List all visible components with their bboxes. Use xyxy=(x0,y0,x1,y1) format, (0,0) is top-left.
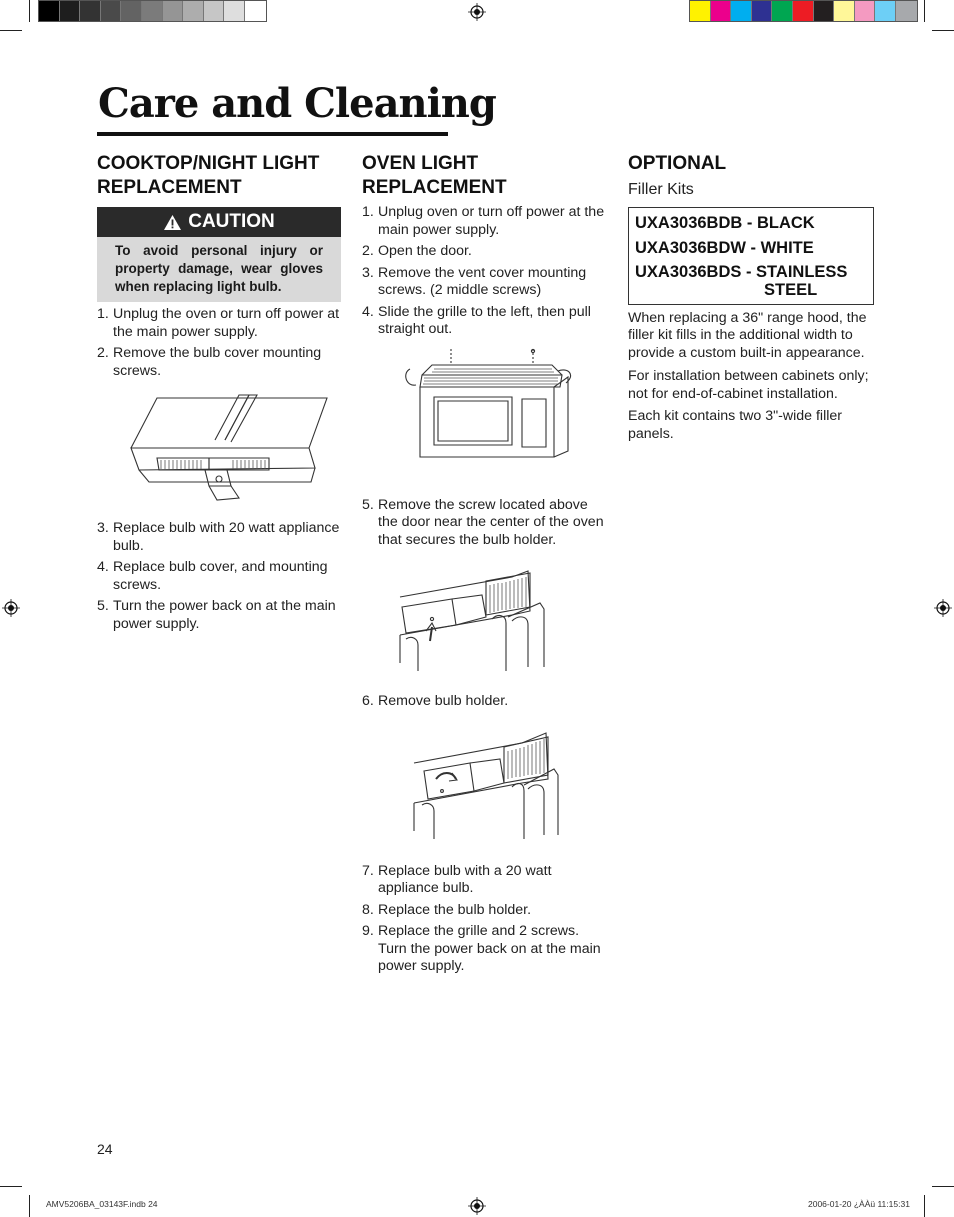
color-swatch xyxy=(711,1,732,21)
cooktop-section xyxy=(97,152,341,637)
filler-kit-description: When replacing a 36" range hood, the filler kit fills in the additional width to provide a custom built-in appearance. xyxy=(628,309,867,362)
caution-header xyxy=(97,207,341,237)
list-item: 5. Remove the screw located above the door near the center of the oven that secures the bulb holder. xyxy=(362,496,604,548)
color-swatch xyxy=(60,1,81,21)
list-item: 4. Slide the grille to the left, then pull straight out. xyxy=(362,303,591,337)
list-item: 4. Replace bulb cover, and mounting screws. xyxy=(97,559,328,593)
oven-steps-c xyxy=(362,693,608,711)
color-swatch xyxy=(121,1,142,21)
caution-box xyxy=(97,207,341,302)
list-item: 8. Replace the bulb holder. xyxy=(362,901,532,918)
oven-steps-d xyxy=(362,863,608,976)
oven-steps-b xyxy=(362,497,608,550)
filler-kit-installation-note: For installation between cabinets only; not for end-of-cabinet installation. xyxy=(628,367,869,402)
crop-mark xyxy=(924,0,925,22)
grille-removal-illustration xyxy=(362,347,608,479)
registration-mark-icon xyxy=(2,599,20,617)
filler-kit-contents: Each kit contains two 3"-wide filler panels. xyxy=(628,408,842,443)
cooktop-heading: COOKTOP/NIGHT LIGHT REPLACEMENT xyxy=(97,153,320,198)
color-swatch xyxy=(896,1,917,21)
color-swatch xyxy=(690,1,711,21)
color-swatch xyxy=(163,1,184,21)
color-swatch xyxy=(80,1,101,21)
color-calibration-bar xyxy=(689,0,918,22)
list-item: 6. Remove bulb holder. xyxy=(362,693,509,709)
oven-light-heading: OVEN LIGHT REPLACEMENT xyxy=(362,153,507,198)
cooktop-steps-b xyxy=(97,520,341,633)
gray-calibration-bar xyxy=(38,0,267,22)
list-item: 2. Remove the bulb cover mounting screws. xyxy=(97,345,322,379)
crop-mark xyxy=(29,0,30,22)
list-item: 1. Unplug the oven or turn off power at the main power supply. xyxy=(97,306,340,340)
footer-timestamp: 2006-01-20 ¿ÀÀü 11:15:31 xyxy=(808,1199,910,1209)
crop-mark xyxy=(932,30,954,31)
color-swatch xyxy=(772,1,793,21)
list-item: 1. Unplug oven or turn off power at the main power supply. xyxy=(362,204,605,238)
kit-model-stainless-continued: STEEL xyxy=(764,280,818,299)
color-swatch xyxy=(834,1,855,21)
color-swatch xyxy=(245,1,266,21)
crop-mark xyxy=(29,1195,30,1217)
color-swatch xyxy=(39,1,60,21)
footer-file-name: AMV5206BA_03143F.indb 24 xyxy=(46,1199,158,1209)
page-title: Care and Cleaning xyxy=(98,80,496,127)
color-swatch xyxy=(183,1,204,21)
crop-mark xyxy=(0,30,22,31)
registration-mark-icon xyxy=(468,3,486,21)
list-item: 3. Remove the vent cover mounting screws. (2 middle screws) xyxy=(362,264,587,298)
color-swatch xyxy=(204,1,225,21)
title-underline xyxy=(97,132,448,136)
registration-mark-icon xyxy=(468,1197,486,1215)
list-item: 3. Replace bulb with 20 watt appliance bulb. xyxy=(97,520,340,554)
crop-mark xyxy=(932,1186,954,1187)
caution-label: CAUTION xyxy=(188,211,275,232)
filler-kit-models xyxy=(628,207,874,305)
bulb-holder-screw-illustration xyxy=(362,555,608,675)
kit-model-stainless: UXA3036BDS - STAINLESS xyxy=(635,263,848,281)
crop-mark xyxy=(924,1195,925,1217)
list-item: 9. Replace the grille and 2 screws. Turn the power back on at the main power supply. xyxy=(362,923,601,974)
cooktop-light-illustration xyxy=(97,390,341,508)
color-swatch xyxy=(814,1,835,21)
bulb-holder-removal-illustration xyxy=(362,717,608,841)
list-item: 7. Replace bulb with a 20 watt appliance bulb. xyxy=(362,862,552,896)
color-swatch xyxy=(752,1,773,21)
registration-mark-icon xyxy=(934,599,952,617)
optional-section xyxy=(628,152,874,444)
color-swatch xyxy=(224,1,245,21)
oven-steps-a xyxy=(362,204,608,339)
color-swatch xyxy=(793,1,814,21)
list-item: 5. Turn the power back on at the main power supply. xyxy=(97,598,336,632)
optional-heading: OPTIONAL xyxy=(628,153,727,174)
oven-light-section xyxy=(362,152,608,980)
page-number: 24 xyxy=(97,1141,113,1157)
crop-mark xyxy=(0,1186,22,1187)
list-item: 2. Open the door. xyxy=(362,243,472,259)
caution-text: To avoid personal injury or property damage, wear gloves when replacing light bulb. xyxy=(97,237,341,302)
color-swatch xyxy=(731,1,752,21)
color-swatch xyxy=(855,1,876,21)
filler-kits-subheading: Filler Kits xyxy=(628,181,694,198)
warning-triangle-icon xyxy=(163,214,182,231)
color-swatch xyxy=(101,1,122,21)
kit-model-black: UXA3036BDB - BLACK xyxy=(635,214,815,232)
color-swatch xyxy=(142,1,163,21)
kit-model-white: UXA3036BDW - WHITE xyxy=(635,238,814,257)
cooktop-steps-a xyxy=(97,306,341,380)
color-swatch xyxy=(875,1,896,21)
